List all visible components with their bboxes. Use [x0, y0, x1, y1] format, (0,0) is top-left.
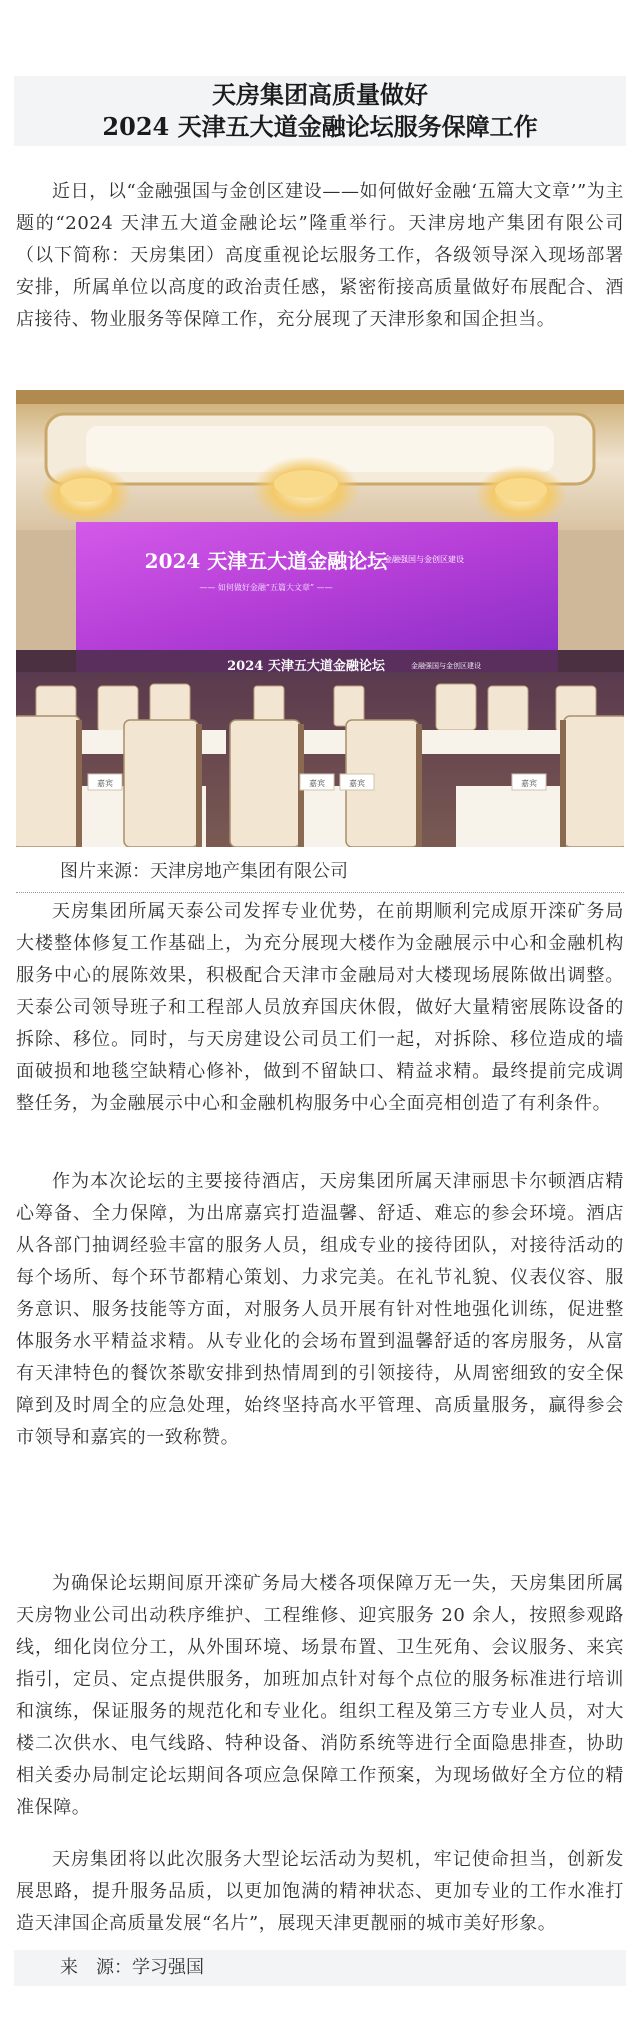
- body-paragraph: 天房集团所属天泰公司发挥专业优势，在前期顺利完成原开滦矿务局大楼整体修复工作基础上，为充分展现大楼作为金融展示中心和金融机构服务中心的展陈效果，积极配合天津市金融局对大楼现场展陈做出调整。天泰公司领导班子和工程部人员放弃国庆休假，做好大量精密展陈设备的拆除、移位。同时，与天房建设公司员工们一起，对拆除、移位造成的墙面破损和地毯空缺精心修补，做到不留缺口、精益求精。最终提前完成调整任务，为金融展示中心和金融机构服务中心全面亮相创造了有利条件。: [16, 901, 624, 1114]
- screen-title: 2024 天津五大道金融论坛: [144, 549, 388, 573]
- stage-banner-side: 金融强国与金创区建设: [411, 662, 481, 670]
- caption-divider: [16, 892, 624, 893]
- place-card: 嘉宾: [349, 779, 365, 788]
- place-card: 嘉宾: [97, 779, 113, 788]
- article-title-box: [14, 76, 626, 146]
- intro-paragraph: 近日，以“金融强国与金创区建设——如何做好金融‘五篇大文章’”为主题的“2024 天津五大道金融论坛”隆重举行。天津房地产集团有限公司（以下简称：天房集团）高度重视论坛服务工作，各级领导深入现场部署安排，所属单位以高度的政治责任感，紧密衔接高质量做好布展配合、酒店接待、物业服务等保障工作，充分展现了天津形象和国企担当。: [16, 181, 624, 330]
- chandelier-left: [40, 465, 132, 525]
- chandelier-right: [475, 465, 567, 525]
- body-paragraph: 作为本次论坛的主要接待酒店，天房集团所属天津丽思卡尔顿酒店精心筹备、全力保障，为出席嘉宾打造温馨、舒适、难忘的参会环境。酒店从各部门抽调经验丰富的服务人员，组成专业的接待团队，对接待活动的每个场所、每个环节都精心策划、力求完美。在礼节礼貌、仪表仪容、服务意识、服务技能等方面，对服务人员开展有针对性地强化训练，促进整体服务水平精益求精。从专业化的会场布置到温馨舒适的客房服务，从富有天津特色的餐饮茶歇安排到热情周到的引领接待，从周密细致的安全保障到及时周全的应急处理，始终坚持高水平管理、高质量服务，赢得参会市领导和嘉宾的一致称赞。: [16, 1171, 624, 1448]
- forum-venue-photo: [16, 390, 624, 847]
- photo-caption: [16, 854, 624, 890]
- source-footer: [14, 1950, 626, 1986]
- chandelier-center: [252, 456, 360, 524]
- screen-side-text: 金融强国与金创区建设: [384, 555, 464, 564]
- body-paragraph: 为确保论坛期间原开滦矿务局大楼各项保障万无一失，天房集团所属天房物业公司出动秩序维护、工程维修、迎宾服务 20 余人，按照参观路线，细化岗位分工，从外围环境、场景布置、卫生死角、会议服务、来宾指引，定员、定点提供服务，加班加点针对每个点位的服务标准进行培训和演练，保证服务的规范化和专业化。组织工程及第三方专业人员，对大楼二次供水、电气线路、特种设备、消防系统等进行全面隐患排查，协助相关委办局制定论坛期间各项应急保障工作预案，为现场做好全方位的精准保障。: [16, 1573, 624, 1818]
- source-text: 来 源：学习强国: [60, 1957, 204, 1978]
- stage-banner: 2024 天津五大道金融论坛: [227, 659, 385, 674]
- place-card: 嘉宾: [309, 779, 325, 788]
- place-card: 嘉宾: [521, 779, 537, 788]
- article-title-line-1: 天房集团高质量做好: [212, 80, 428, 109]
- photo-caption-text: 图片来源：天津房地产集团有限公司: [60, 861, 348, 882]
- screen-subtitle: —— 如何做好金融“五篇大文章” ——: [199, 583, 333, 592]
- article-title-line-2: 2024 天津五大道金融论坛服务保障工作: [102, 112, 538, 141]
- body-paragraph: 天房集团将以此次服务大型论坛活动为契机，牢记使命担当，创新发展思路，提升服务品质，以更加饱满的精神状态、更加专业的工作水准打造天津国企高质量发展“名片”，展现天津更靓丽的城市美好形象。: [16, 1849, 624, 1934]
